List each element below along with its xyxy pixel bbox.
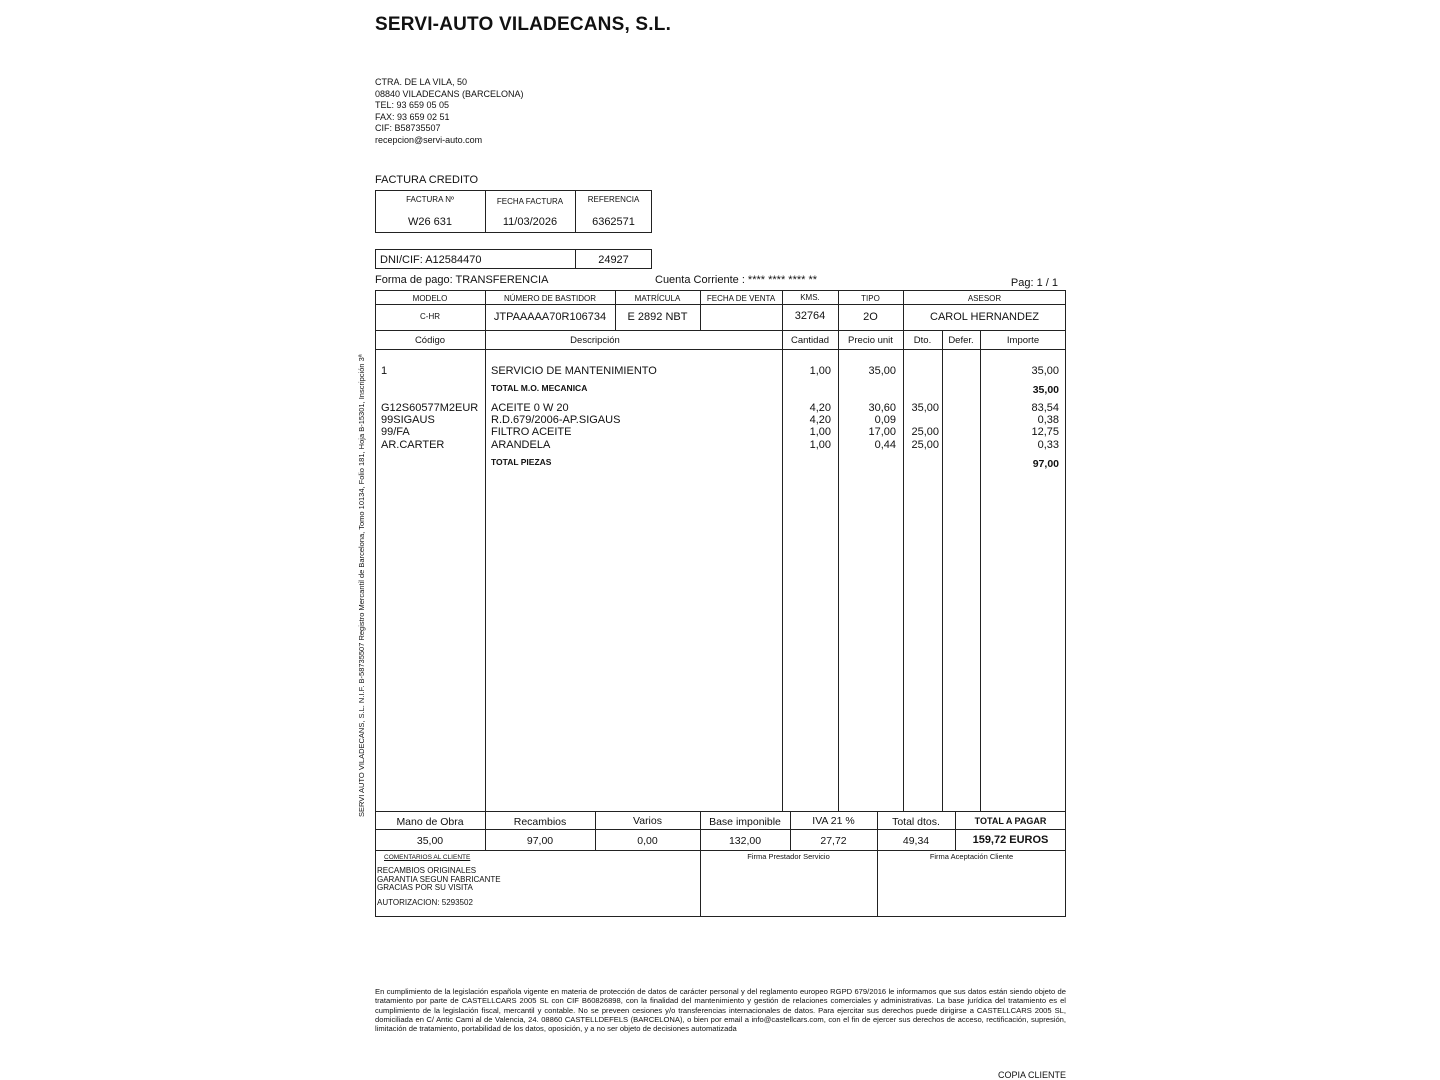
labor-row [0, 366, 1440, 379]
vehicle-plate: E 2892 NBT [627, 311, 688, 323]
part-qty: 1,00 [809, 426, 831, 439]
col-importe: Importe [1006, 335, 1040, 346]
authorization-code: AUTORIZACION: 5293502 [377, 898, 473, 907]
part-description: FILTRO ACEITE [491, 426, 572, 439]
col-descripcion: Descripción [570, 335, 620, 346]
total-vat: 27,72 [820, 835, 847, 847]
privacy-notice: En cumplimiento de la legislación española vigente en materia de protección de datos de carácter personal y del reglamento europeo RGPD 679/2016 le informamos que sus datos están siendo objeto de tratamiento por parte de CASTELLCARS 2005 SL con CIF B60826898, con la finalidad del mantenimiento y gestión de relaciones comerciales y administrativas. La base jurídica del tratamiento es el cumplimiento de la legislación fiscal, mercantil y contable. No se preveen cesiones y/o transferencias internacionales de datos. Para ejercitar sus derechos puede dirigirse a CASTELLCARS 2005 SL, domiciliada en C/ Antic Cami al de Valencia, 24. 08860 CASTELLDEFELS (BARCELONA), o bien por email a info@castellcars.com, con el fin de ejercer sus derechos de acceso, rectificación, supresión, limitación de tratamiento, portabilidad de los datos, oposición, y a no ser objeto de decisiones automatizada [375, 987, 1066, 1034]
cif-line: CIF: B58735507 [375, 123, 441, 134]
comments-text [377, 867, 501, 893]
invoice-type: FACTURA CREDITO [375, 174, 479, 186]
part-qty: 4,20 [809, 414, 831, 427]
part-dto: 25,00 [911, 438, 939, 451]
address-line: CTRA. DE LA VILA, 50 [375, 77, 468, 87]
vehicle-type: 2O [863, 311, 878, 323]
labor-total: 35,00 [1032, 384, 1059, 396]
address-line: 08840 VILADECANS (BARCELONA) [375, 88, 524, 99]
part-price: 30,60 [868, 402, 896, 414]
header-bastidor: NÚMERO DE BASTIDOR [503, 294, 596, 303]
header-modelo: MODELO [412, 294, 448, 303]
header-asesor: ASESOR [967, 294, 1002, 303]
invoice-number: W26 631 [407, 216, 453, 228]
part-code: 99/FA [381, 426, 410, 439]
col-precio: Precio unit [848, 335, 893, 346]
total-discounts-label: Total dtos. [892, 816, 940, 828]
comment-line: GRACIAS POR SU VISITA [377, 883, 473, 893]
table-row [0, 427, 1440, 439]
invoice-date: 11/03/2026 [502, 216, 558, 228]
col-defer: Defer. [948, 335, 974, 346]
part-amount: 83,54 [1031, 402, 1059, 414]
company-address [375, 77, 524, 147]
vehicle-kms: 32764 [794, 310, 826, 322]
part-dto: 25,00 [911, 426, 939, 439]
labor-price: 35,00 [868, 365, 896, 377]
col-dto: Dto. [913, 335, 932, 346]
part-price: 0,09 [874, 414, 896, 427]
client-signature-label: Firma Aceptación Cliente [929, 852, 1014, 861]
table-row [0, 403, 1440, 415]
labor-qty: 1,00 [809, 365, 831, 377]
comments-label: COMENTARIOS AL CLIENTE [384, 854, 471, 861]
invoice-date-label: FECHA FACTURA [496, 197, 564, 206]
part-qty: 1,00 [809, 438, 831, 451]
parts-list [0, 403, 1440, 453]
header-tipo: TIPO [861, 294, 880, 303]
total-vat-label: IVA 21 % [812, 815, 855, 827]
total-due-label: TOTAL A PAGAR [974, 816, 1047, 826]
header-matricula: MATRÍCULA [634, 294, 681, 303]
invoice-reference: 6362571 [592, 216, 635, 228]
total-base-label: Base imponible [709, 816, 781, 828]
part-description: ARANDELA [491, 438, 551, 451]
part-description: ACEITE 0 W 20 [491, 402, 569, 414]
table-row [0, 415, 1440, 427]
part-code: AR.CARTER [381, 438, 445, 451]
vehicle-model: C-HR [420, 312, 440, 321]
total-discounts: 49,34 [902, 835, 930, 847]
payment-method: Forma de pago: TRANSFERENCIA [375, 274, 549, 286]
labor-total-label: TOTAL M.O. MECANICA [491, 383, 588, 393]
vehicle-advisor: CAROL HERNANDEZ [930, 311, 1039, 323]
col-codigo: Código [414, 335, 446, 346]
total-base: 132,00 [728, 835, 762, 847]
header-kms: KMS. [800, 293, 820, 302]
total-misc-label: Varios [633, 815, 662, 827]
header-fecha-venta: FECHA DE VENTA [706, 294, 776, 303]
provider-signature-label: Firma Prestador Servicio [747, 852, 830, 861]
part-amount: 0,38 [1037, 414, 1059, 427]
part-price: 17,00 [868, 426, 896, 439]
part-code: G12S60577M2EUR [381, 402, 479, 414]
part-dto: 35,00 [911, 402, 939, 414]
part-code: 99SIGAUS [381, 414, 435, 427]
total-parts: 97,00 [526, 835, 554, 847]
parts-total-label: TOTAL PIEZAS [491, 457, 552, 467]
client-dni: DNI/CIF: A12584470 [380, 254, 482, 266]
page-number: Pag: 1 / 1 [1010, 277, 1058, 289]
email-line: recepcion@servi-auto.com [375, 134, 483, 145]
total-labor: 35,00 [416, 835, 444, 847]
table-row [0, 440, 1440, 452]
col-cantidad: Cantidad [790, 335, 830, 346]
total-labor-label: Mano de Obra [396, 816, 464, 828]
comment-line: GARANTIA SEGUN FABRICANTE [377, 874, 501, 884]
part-price: 0,44 [874, 438, 896, 451]
part-qty: 4,20 [809, 402, 831, 414]
labor-description: SERVICIO DE MANTENIMIENTO [491, 365, 657, 377]
part-description: R.D.679/2006-AP.SIGAUS [491, 414, 621, 427]
company-name: SERVI-AUTO VILADECANS, S.L. [375, 14, 672, 35]
registry-side-text: SERVI AUTO VILADECANS, S.L. N.I.F. B-58735507 Registro Mercantil de Barcelona, Tomo 10134, Folio 181, Hoja B-15301, Inscripción 3ª [357, 354, 366, 817]
part-amount: 0,33 [1037, 438, 1059, 451]
phone-line: TEL: 93 659 05 05 [375, 100, 450, 111]
fax-line: FAX: 93 659 02 51 [375, 111, 450, 122]
total-due: 159,72 EUROS [972, 834, 1049, 846]
copy-label: COPIA CLIENTE [998, 1070, 1067, 1080]
labor-code: 1 [381, 365, 388, 377]
vehicle-vin: JTPAAAAA70R106734 [493, 311, 607, 323]
bank-account: Cuenta Corriente : **** **** **** ** [655, 274, 818, 286]
total-misc: 0,00 [637, 835, 658, 847]
total-parts-label: Recambios [513, 816, 567, 828]
labor-amount: 35,00 [1031, 365, 1059, 377]
invoice-reference-label: REFERENCIA [587, 195, 640, 204]
client-code: 24927 [598, 254, 629, 266]
parts-total: 97,00 [1032, 458, 1059, 470]
invoice-number-label: FACTURA Nº [406, 195, 454, 204]
part-amount: 12,75 [1031, 426, 1059, 439]
comment-line: RECAMBIOS ORIGINALES [377, 866, 477, 875]
